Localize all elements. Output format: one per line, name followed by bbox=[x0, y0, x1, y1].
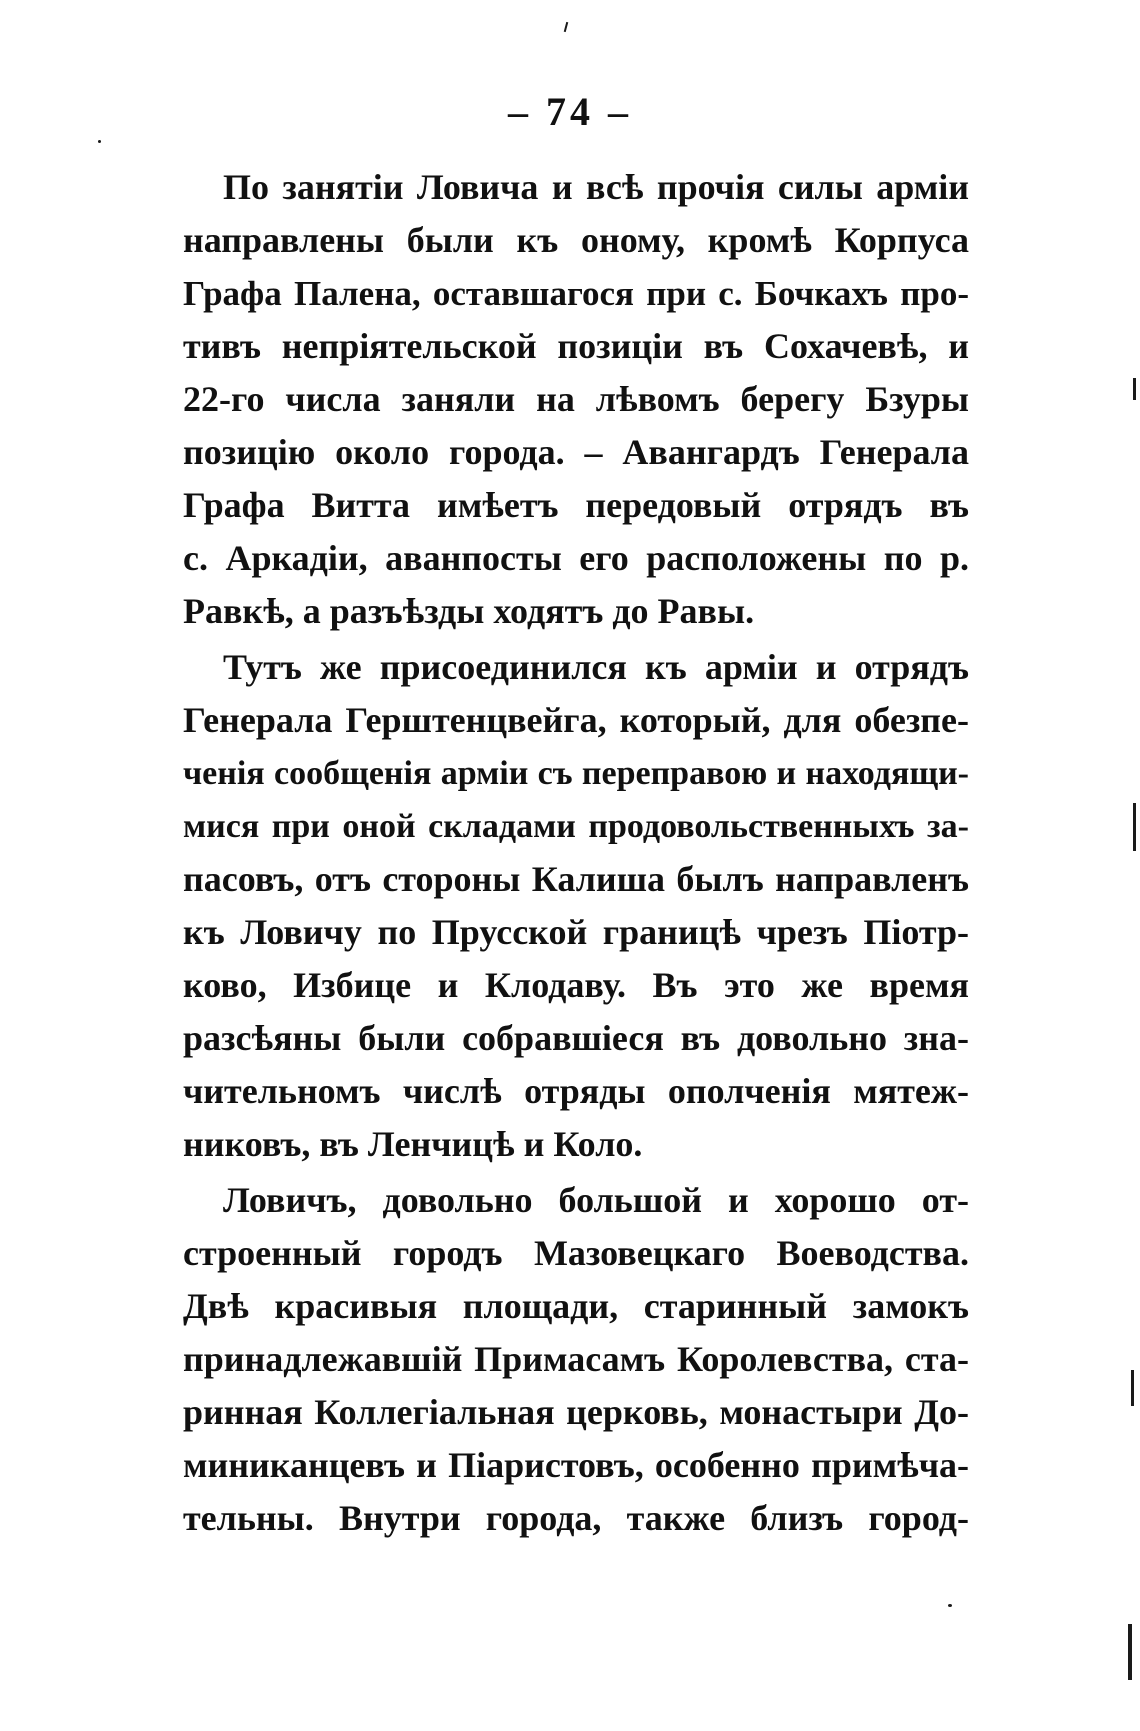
text-line: Двѣ красивыя площади, старинный замокъ bbox=[183, 1286, 969, 1326]
text-line: строенный городъ Мазовецкаго Воеводства. bbox=[183, 1233, 969, 1273]
text-line: ринная Коллегіальная церковь, монастыри До- bbox=[183, 1392, 969, 1432]
scan-edge-mark bbox=[1133, 803, 1136, 851]
text-line: По занятіи Ловича и всѣ прочія силы арміи bbox=[223, 167, 969, 207]
paragraph bbox=[183, 641, 969, 1171]
scan-speck bbox=[564, 22, 569, 32]
text-line: ченія сообщенія арміи съ переправою и находящи- bbox=[183, 755, 969, 792]
text-line: Генерала Герштенцвейга, который, для обезпе- bbox=[183, 700, 969, 740]
paragraph bbox=[183, 1174, 969, 1545]
page-number: – 74 – bbox=[508, 89, 632, 134]
text-line: пасовъ, отъ стороны Калиша былъ направленъ bbox=[183, 859, 969, 899]
text-line: 22-го числа заняли на лѣвомъ берегу Бзуры bbox=[183, 379, 969, 419]
text-line: тивъ непріятельской позиціи въ Сохачевѣ, и bbox=[183, 326, 969, 366]
text-line: чительномъ числѣ отряды ополченія мятеж- bbox=[183, 1071, 969, 1111]
text-line: разсѣяны были собравшіеся въ довольно зна- bbox=[183, 1018, 969, 1058]
scan-edge-mark bbox=[1128, 1624, 1132, 1680]
text-line: мися при оной складами продовольственныхъ за- bbox=[183, 808, 969, 845]
text-line: Тутъ же присоединился къ арміи и отрядъ bbox=[223, 647, 969, 687]
scan-speck bbox=[98, 140, 101, 143]
text-line: принадлежавшій Примасамъ Королевства, ста- bbox=[183, 1339, 969, 1379]
text-line: позицію около города. – Авангардъ Генерала bbox=[183, 432, 969, 472]
text-line: къ Ловичу по Прусской границѣ чрезъ Піотр- bbox=[183, 912, 969, 952]
text-line: Графа Витта имѣетъ передовый отрядъ въ bbox=[183, 485, 969, 525]
text-line: ково, Избице и Клодаву. Въ это же время bbox=[183, 965, 969, 1005]
body-text bbox=[183, 161, 969, 1545]
text-line: Графа Палена, оставшагося при с. Бочкахъ про- bbox=[183, 274, 969, 313]
scan-edge-mark bbox=[1133, 378, 1136, 400]
text-line: никовъ, въ Ленчицѣ и Коло. bbox=[183, 1124, 643, 1164]
text-line: направлены были къ оному, кромѣ Корпуса bbox=[183, 220, 969, 260]
text-line: тельны. Внутри города, также близъ город- bbox=[183, 1498, 969, 1538]
text-line: с. Аркадіи, аванпосты его расположены по р. bbox=[183, 538, 969, 578]
scan-speck bbox=[948, 1604, 952, 1607]
text-line: Ловичъ, довольно большой и хорошо от- bbox=[223, 1180, 969, 1220]
text-line: Равкѣ, а разъѣзды ходятъ до Равы. bbox=[183, 591, 755, 631]
text-line: миниканцевъ и Піаристовъ, особенно примѣча- bbox=[183, 1445, 969, 1485]
scan-edge-mark bbox=[1131, 1370, 1134, 1406]
paragraph bbox=[183, 161, 969, 638]
